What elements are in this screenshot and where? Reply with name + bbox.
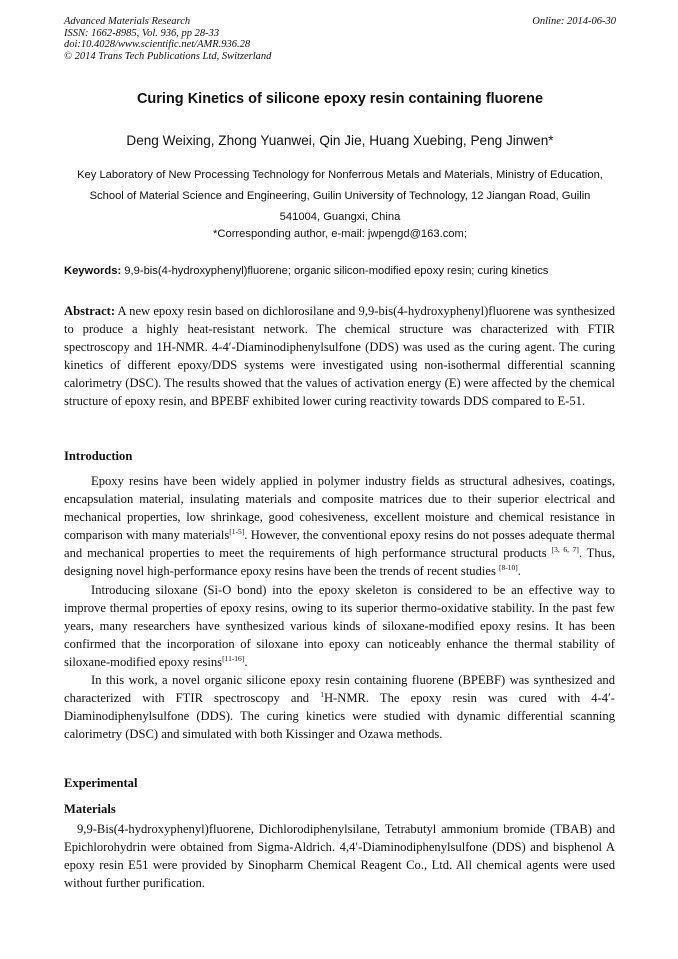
corresponding-author: *Corresponding author, e-mail: jwpengd@163.com; <box>213 228 467 240</box>
intro-p2-text-a: Introducing siloxane (Si-O bond) into the epoxy skeleton is considered to be an effective way to improve thermal properties of epoxy resins, owing to its superior thermo-oxidative stability. In the past few years, many researchers have synthesized various kinds of siloxane-modified epoxy resins. It has been confirmed that the incorporation of siloxane into epoxy can noticeably enhance the thermal stability of siloxane-modified epoxy resins <box>64 582 615 669</box>
intro-paragraph-3 <box>64 671 615 743</box>
intro-p1-text-b: . However, the conventional epoxy resins do not posses adequate thermal and mechanical properties to meet the requirements of high performance structural products <box>64 528 615 561</box>
materials-heading: Materials <box>64 802 116 816</box>
abstract <box>64 302 615 411</box>
journal-name: Advanced Materials Research <box>64 16 191 27</box>
affiliation: Key Laboratory of New Processing Technology for Nonferrous Metals and Materials, Ministry of Education, School of Material Science and Engineering, Guilin University of Technology, 12 Jiangan Road, Guilin 541004, Guangxi, China <box>77 169 603 223</box>
author-list: Deng Weixing, Zhong Yuanwei, Qin Jie, Huang Xuebing, Peng Jinwen* <box>126 133 554 148</box>
intro-paragraph-2 <box>64 581 615 671</box>
abstract-text: A new epoxy resin based on dichlorosilane and 9,9-bis(4-hydroxyphenyl)fluorene was synthesized to produce a highly heat-resistant network. The chemical structure was characterized with FTIR spectroscopy and 1H-NMR. 4-4′-Diaminodiphenylsulfone (DDS) was used as the curing agent. The curing kinetics of different epoxy/DDS systems were investigated using non-isothermal differential scanning calorimetry (DSC). The results showed that the values of activation energy (E) were affected by the chemical structure of epoxy resin, and BPEBF exhibited lower curing reactivity towards DDS compared to E-51. <box>64 304 615 409</box>
copyright-line: © 2014 Trans Tech Publications Ltd, Switzerland <box>64 50 272 62</box>
doi-line: doi:10.4028/www.scientific.net/AMR.936.28 <box>64 39 251 50</box>
intro-paragraph-1 <box>64 472 615 581</box>
intro-p1-text-d: . <box>517 564 521 579</box>
citation: [8-10] <box>499 563 518 573</box>
introduction-heading: Introduction <box>64 449 133 463</box>
intro-p1-text-a: Epoxy resins have been widely applied in polymer industry fields as structural adhesives, coatings, encapsulation material, insulating materials and composite matrices due to their superior electrical and mechanical properties, low shrinkage, good cohesiveness, excellent moisture and chemical resistance in comparison with many materials <box>64 474 615 543</box>
online-date: Online: 2014-06-30 <box>532 16 616 27</box>
paper-title: Curing Kinetics of silicone epoxy resin containing fluorene <box>136 91 544 107</box>
journal-header <box>64 16 616 62</box>
introduction-body <box>64 472 615 743</box>
keywords <box>64 265 624 277</box>
citation: [1-5] <box>229 527 245 537</box>
keywords-text: 9,9-bis(4-hydroxyphenyl)fluorene; organic silicon-modified epoxy resin; curing kinetics <box>121 265 549 277</box>
materials-paragraph: 9,9-Bis(4-hydroxyphenyl)fluorene, Dichlorodiphenylsilane, Tetrabutyl ammonium bromide (TBAB) and Epichlorohydrin were obtained from Sigma-Aldrich. 4,4′-Diaminodiphenylsulfone (DDS) and bisphenol A epoxy resin E51 were provided by Sinopharm Chemical Reagent Co., Ltd. All chemical agents were used without further purification. <box>64 822 615 891</box>
experimental-heading: Experimental <box>64 776 138 790</box>
keywords-label: Keywords: <box>64 265 122 277</box>
citation: [3, 6, 7] <box>551 545 579 555</box>
intro-p2-text-b: . <box>244 654 248 669</box>
intro-p1-text-c: . Thus, designing novel high-performance epoxy resins have been the trends of recent studies <box>64 546 616 579</box>
issn-line: ISSN: 1662-8985, Vol. 936, pp 28-33 <box>64 27 220 39</box>
superscript: 1 <box>320 690 324 700</box>
intro-p3-text-a: In this work, a novel organic silicone epoxy resin containing fluorene (BPEBF) was synthesized and characterized with FTIR spectroscopy and <box>64 673 615 706</box>
abstract-label: Abstract: <box>64 304 116 318</box>
intro-p3-text-b: H-NMR. The epoxy resin was cured with 4-4′-Diaminodiphenylsulfone (DDS). The curing kinetics were studied with dynamic differential scanning calorimetry (DSC) and simulated with both Kissinger and Ozawa methods. <box>64 691 615 742</box>
citation: [11-16] <box>222 653 245 663</box>
